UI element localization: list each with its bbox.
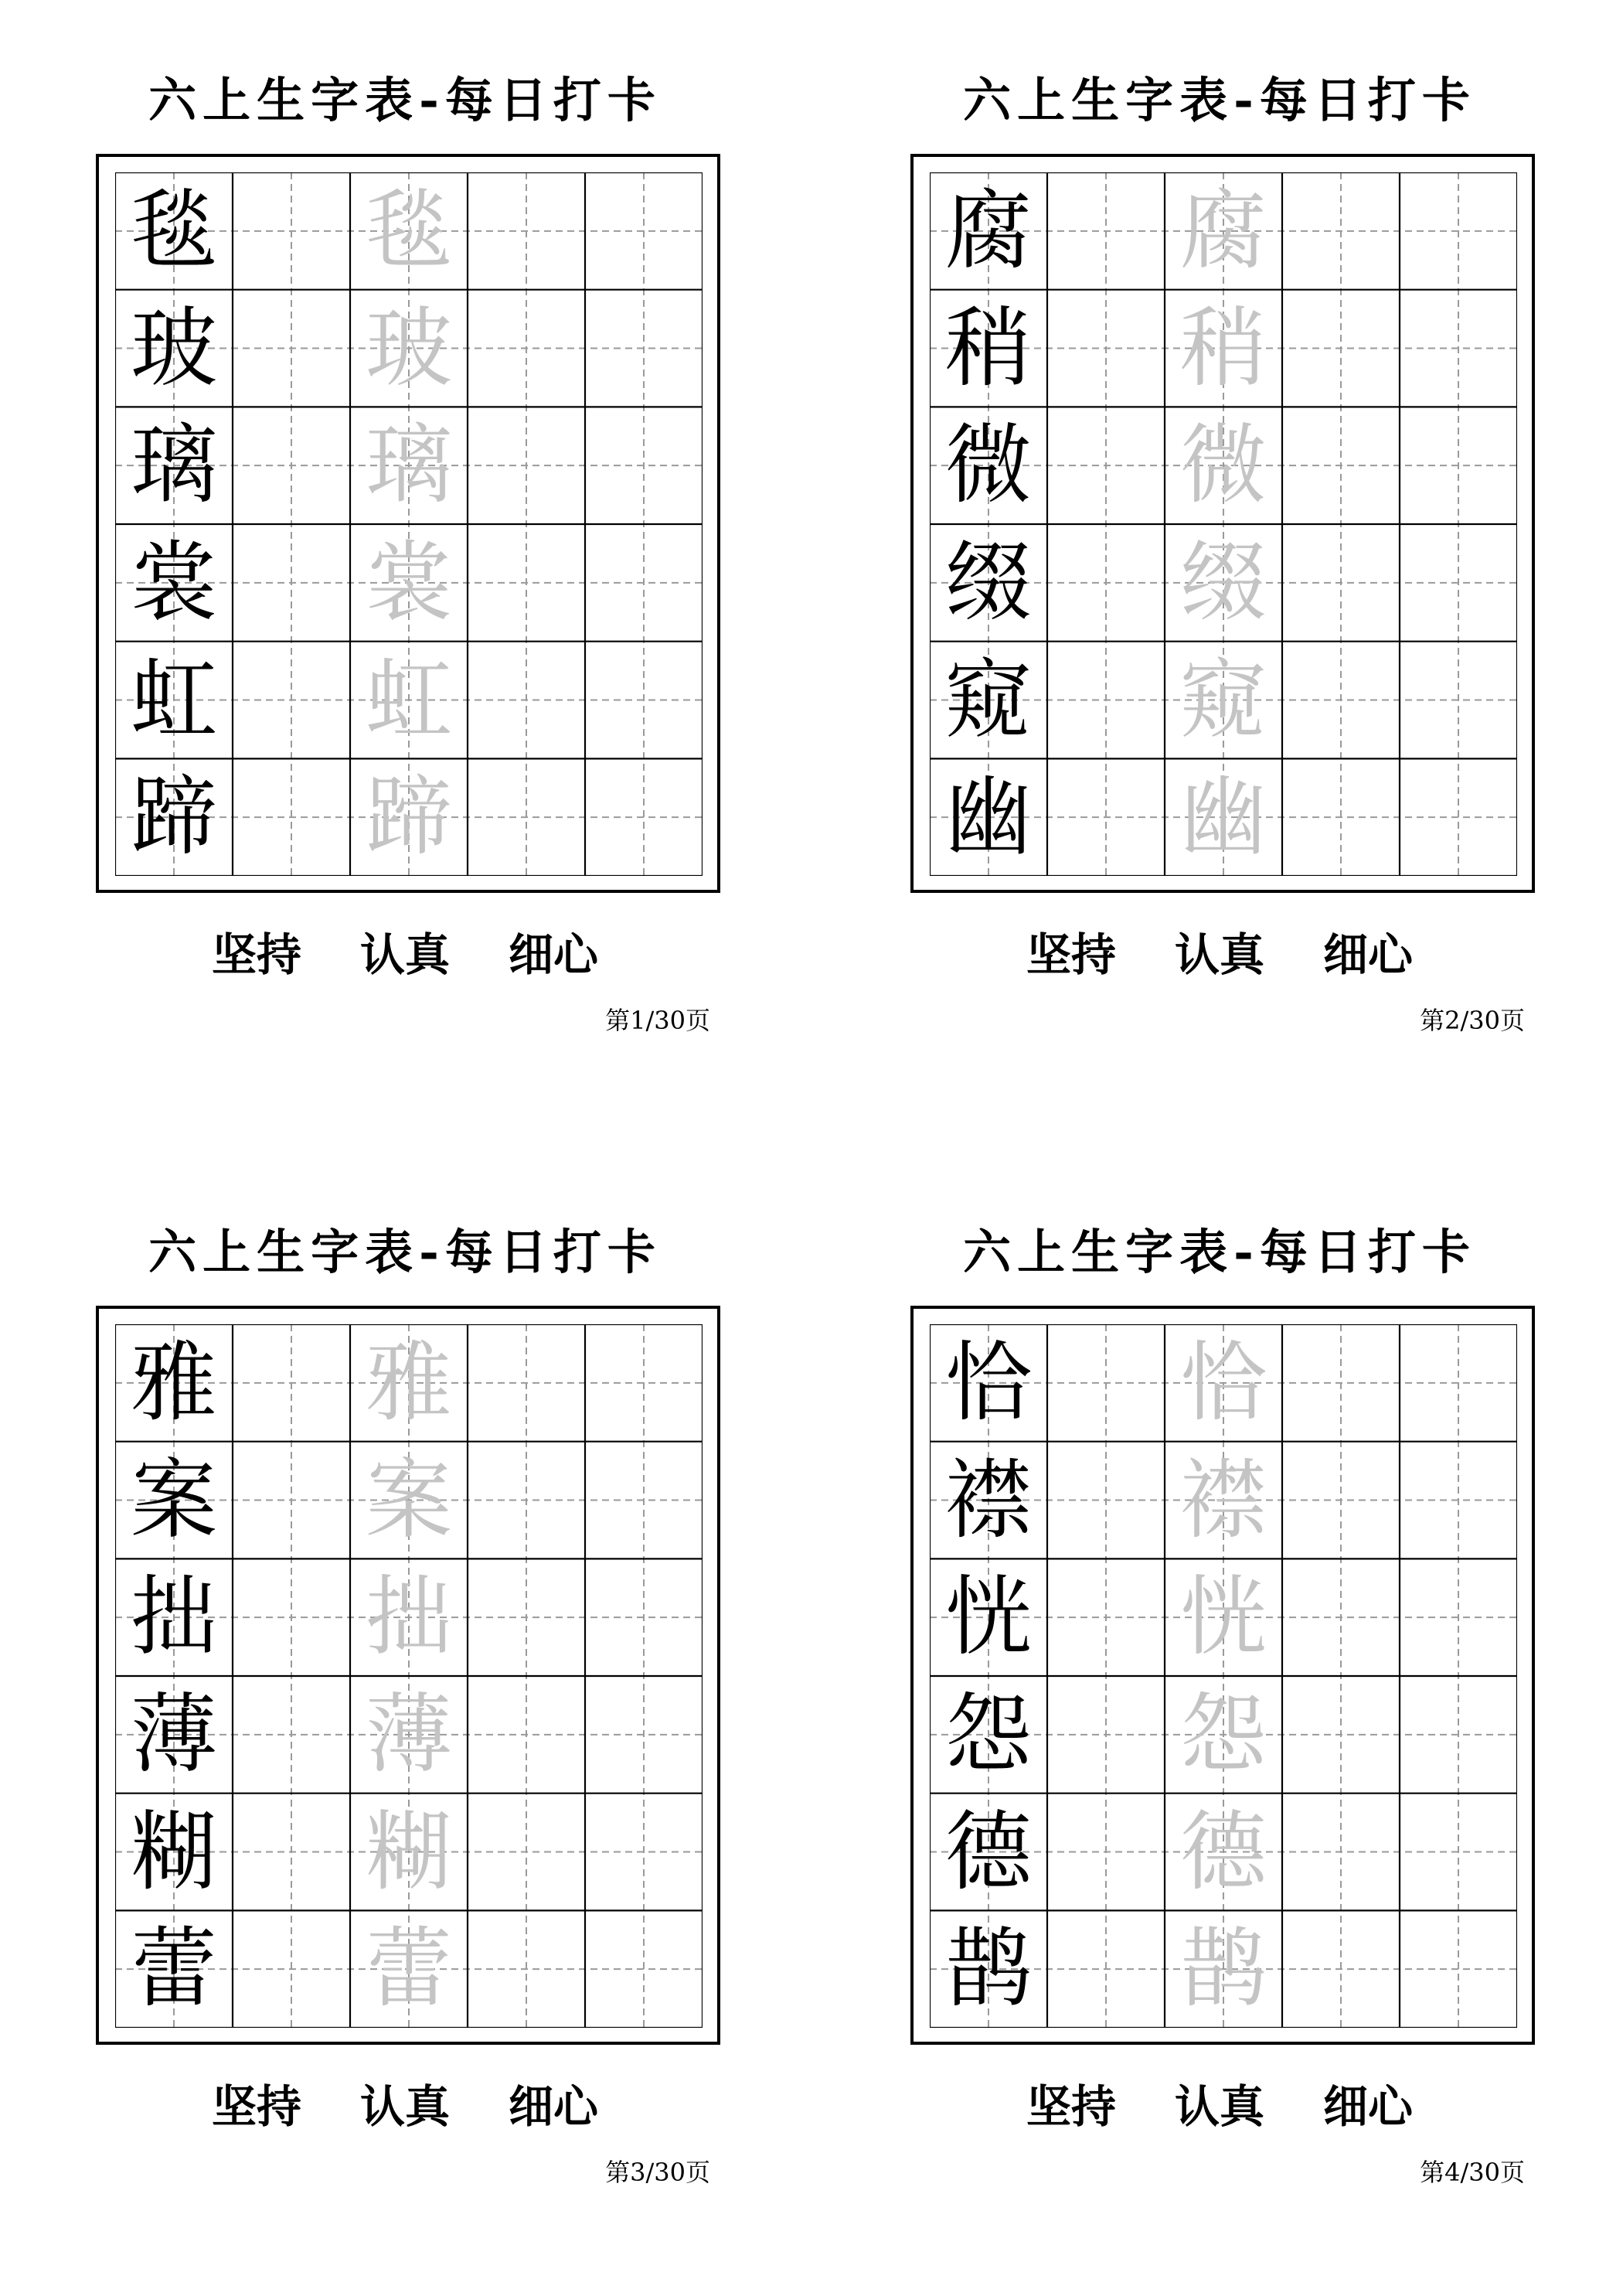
- motto-word: 认真: [359, 2080, 450, 2133]
- trace-character: 德: [1180, 1801, 1267, 1903]
- practice-frame: [96, 1306, 720, 2045]
- motto-word: 细心: [1323, 928, 1414, 981]
- model-character: 雅: [131, 1333, 217, 1433]
- trace-character: 毯: [366, 181, 452, 281]
- model-character: 稍: [945, 298, 1032, 399]
- model-character: 拙: [131, 1567, 217, 1668]
- model-character: 虹: [131, 649, 217, 751]
- page-number: 第3/30页: [605, 2158, 710, 2187]
- trace-character: 恍: [1180, 1567, 1267, 1668]
- trace-character: 缀: [1180, 533, 1267, 633]
- motto-word: 坚持: [1026, 2080, 1116, 2133]
- model-character: 缀: [945, 533, 1032, 633]
- model-character: 幽: [945, 767, 1032, 868]
- model-character: 案: [131, 1449, 217, 1551]
- model-character: 蕾: [131, 1919, 217, 2020]
- worksheet-title: 六上生字表-每日打卡: [963, 1224, 1476, 1280]
- practice-grid: [930, 172, 1517, 876]
- model-character: 德: [945, 1801, 1032, 1903]
- trace-character: 稍: [1180, 298, 1267, 399]
- practice-grid: [115, 172, 703, 876]
- practice-grid: [115, 1324, 703, 2028]
- model-character: 恰: [945, 1333, 1032, 1433]
- motto-word: 细心: [509, 2080, 599, 2133]
- model-character: 恍: [945, 1567, 1032, 1668]
- practice-grid: [930, 1324, 1517, 2028]
- motto: [96, 924, 714, 986]
- model-character: 毯: [131, 181, 217, 281]
- trace-character: 蹄: [366, 767, 452, 868]
- trace-character: 幽: [1180, 767, 1267, 868]
- trace-character: 腐: [1180, 181, 1267, 281]
- trace-character: 糊: [366, 1801, 452, 1903]
- practice-frame: [910, 1306, 1535, 2045]
- motto: [910, 924, 1529, 986]
- model-character: 襟: [945, 1449, 1032, 1551]
- model-character: 窥: [945, 649, 1032, 751]
- trace-character: 璃: [366, 415, 452, 516]
- motto: [910, 2076, 1529, 2138]
- model-character: 糊: [131, 1801, 217, 1903]
- worksheet-title: 六上生字表-每日打卡: [148, 1224, 662, 1280]
- page-number: 第1/30页: [605, 1006, 710, 1035]
- motto-word: 坚持: [1026, 928, 1116, 981]
- trace-character: 襟: [1180, 1449, 1267, 1551]
- motto-word: 认真: [359, 928, 450, 981]
- trace-character: 鹊: [1180, 1919, 1267, 2020]
- worksheet-3: [96, 1152, 869, 2234]
- trace-character: 微: [1180, 415, 1267, 516]
- model-character: 腐: [945, 181, 1032, 281]
- model-character: 璃: [131, 415, 217, 516]
- practice-frame: [910, 154, 1535, 893]
- trace-character: 怨: [1180, 1685, 1267, 1785]
- model-character: 怨: [945, 1685, 1032, 1785]
- model-character: 微: [945, 415, 1032, 516]
- trace-character: 雅: [366, 1333, 452, 1433]
- model-character: 蹄: [131, 767, 217, 868]
- practice-frame: [96, 154, 720, 893]
- trace-character: 窥: [1180, 649, 1267, 751]
- motto-word: 坚持: [211, 2080, 301, 2133]
- motto-word: 认真: [1174, 928, 1264, 981]
- page-number: 第2/30页: [1420, 1006, 1525, 1035]
- trace-character: 拙: [366, 1567, 452, 1668]
- trace-character: 玻: [366, 298, 452, 399]
- worksheet-4: [910, 1152, 1623, 2234]
- worksheet-title: 六上生字表-每日打卡: [963, 72, 1476, 128]
- worksheet-title: 六上生字表-每日打卡: [148, 72, 662, 128]
- motto-word: 认真: [1174, 2080, 1264, 2133]
- motto-word: 坚持: [211, 928, 301, 981]
- model-character: 裳: [131, 533, 217, 633]
- trace-character: 裳: [366, 533, 452, 633]
- trace-character: 虹: [366, 649, 452, 751]
- model-character: 玻: [131, 298, 217, 399]
- trace-character: 蕾: [366, 1919, 452, 2020]
- model-character: 薄: [131, 1685, 217, 1785]
- trace-character: 薄: [366, 1685, 452, 1785]
- trace-character: 案: [366, 1449, 452, 1551]
- motto: [96, 2076, 714, 2138]
- worksheet-1: [96, 0, 869, 1082]
- page-number: 第4/30页: [1420, 2158, 1525, 2187]
- trace-character: 恰: [1180, 1333, 1267, 1433]
- worksheet-2: [910, 0, 1623, 1082]
- model-character: 鹊: [945, 1919, 1032, 2020]
- motto-word: 细心: [1323, 2080, 1414, 2133]
- motto-word: 细心: [509, 928, 599, 981]
